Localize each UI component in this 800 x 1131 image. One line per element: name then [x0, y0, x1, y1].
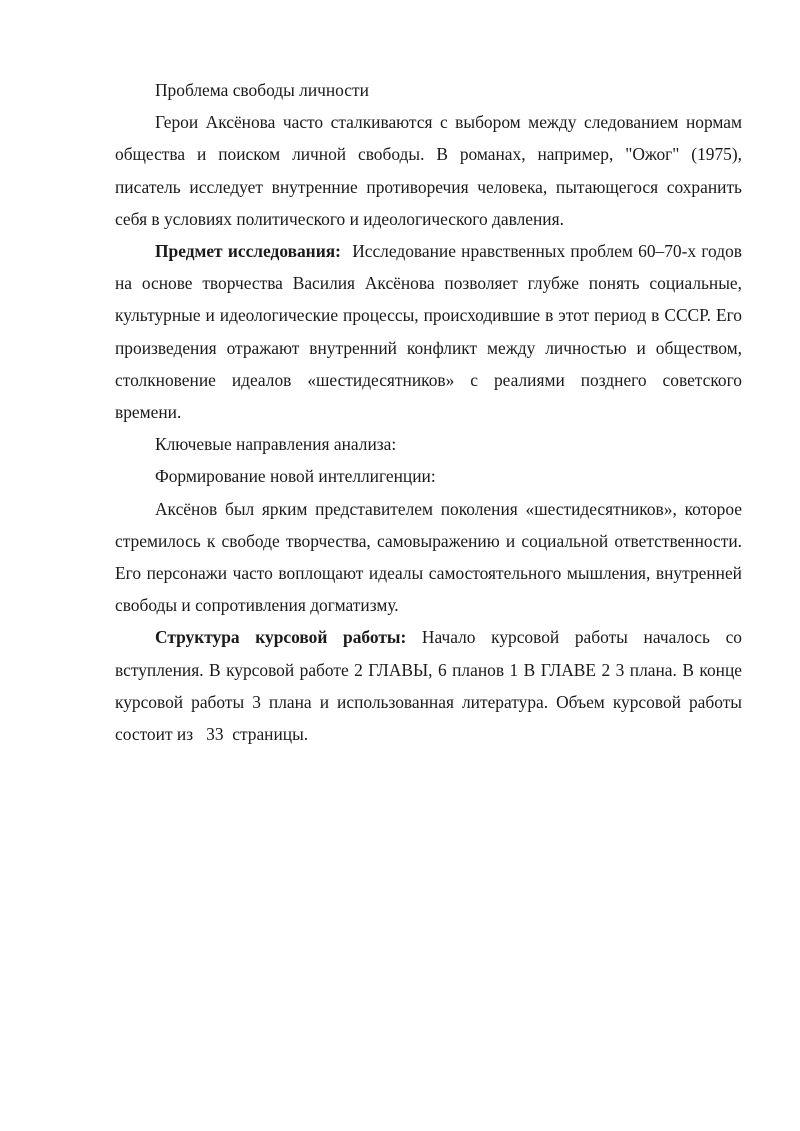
document-body	[115, 74, 742, 750]
paragraph-new-intelligentsia: Формирование новой интеллигенции:	[155, 466, 436, 487]
paragraph-key-directions: Ключевые направления анализа:	[155, 434, 397, 455]
section-heading: Проблема свободы личности	[155, 80, 369, 100]
research-subject-label: Предмет исследования:	[155, 241, 341, 262]
coursework-structure-label: Структура курсовой работы:	[155, 627, 407, 648]
paragraph-personal-freedom: Герои Аксёнова часто сталкиваются с выбором между следованием нормам общества и поиском личной свободы. В романах, например, "Ожог" (1975), писатель исследует внутренние противоречия человека, пытающегося сохранить себя в условиях политического и идеологического давления.	[115, 112, 742, 229]
coursework-structure-text: Начало курсовой работы началось со вступления. В курсовой работе 2 ГЛАВЫ, 6 планов 1 В ГЛАВЕ 2 3 плана. В конце курсовой работы 3 плана и использованная литература. Объем курсовой работы состоит из	[115, 627, 742, 745]
paragraph-research-subject	[115, 235, 742, 428]
research-subject-text: Исследование нравственных проблем 60–70-х годов на основе творчества Василия Аксёнова позволяет глубже понять социальные, культурные и идеологические процессы, происходившие в этот период в СССР. Его произведения отражают внутренний конфликт между личностью и обществом, столкновение идеалов «шестидесятников» с реалиями позднего советского времени.	[115, 241, 742, 423]
paragraph-aksyonov-generation: Аксёнов был ярким представителем поколения «шестидесятников», которое стремилось к свободе творчества, самовыражению и социальной ответственности. Его персонажи часто воплощают идеалы самостоятельного мышления, внутренней свободы и сопротивления догматизму.	[115, 498, 742, 616]
page-count-suffix: страницы.	[232, 724, 309, 745]
page-count: 33	[206, 724, 224, 745]
paragraph-coursework-structure	[115, 621, 742, 750]
